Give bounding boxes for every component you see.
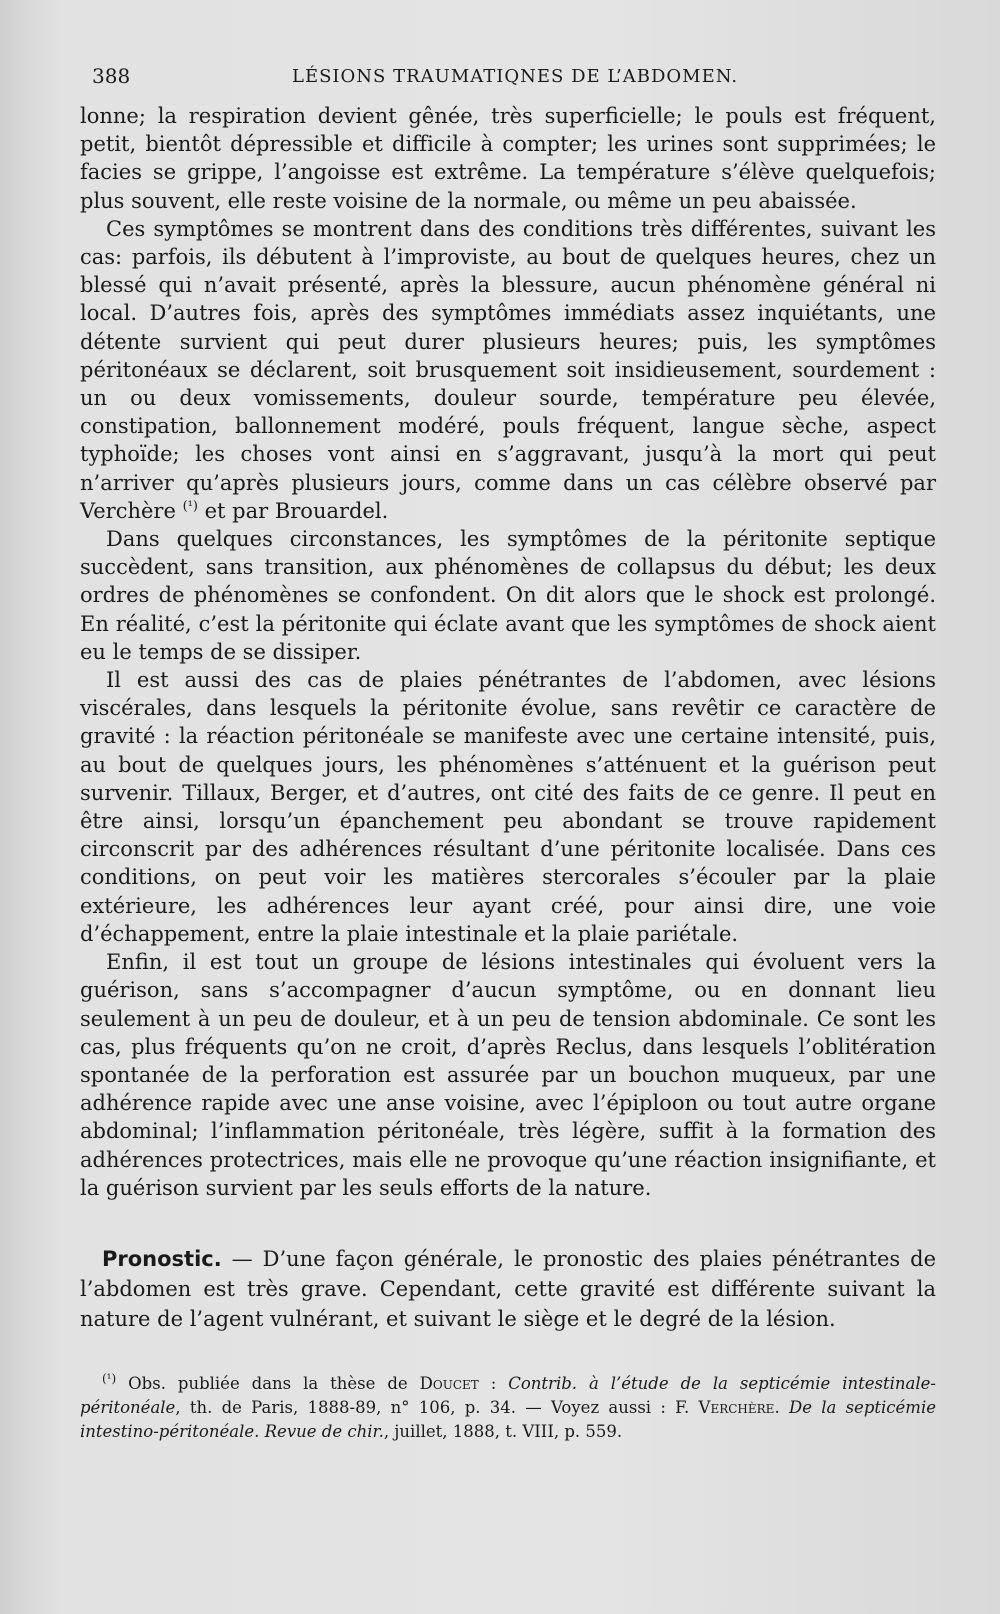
section-heading: Pronostic. (102, 1247, 222, 1271)
footnote-title: Contrib. à l’étude de la septicémie intestinale-péritonéale (80, 1374, 936, 1417)
paragraph-2-tail: et par Brouardel. (197, 498, 389, 523)
page-number: 388 (92, 64, 131, 88)
footnote-text: Obs. publiée dans la thèse de (116, 1374, 420, 1393)
footnote-mark: (¹) (102, 1371, 117, 1386)
page-header (92, 64, 948, 94)
pronostic-section (80, 1244, 936, 1334)
footnote-text: , juillet, 1888, t. VIII, p. 559. (383, 1422, 623, 1441)
paragraph-5: Enfin, il est tout un groupe de lésions intestinales qui évoluent vers la guérison, sans s’accompagner d’aucun symptôme, ou en donnant lieu seulement à un peu de douleur, et à un peu de tension abdominale. Ce sont les cas, plus fréquents qu’on ne croit, d’après Reclus, dans lesquels l’oblitération spontanée de la perforation est assurée par un bouchon muqueux, par une adhérence rapide avec une anse voisine, avec l’épiploon ou tout autre organe abdominal; l’inflammation péritonéale, très légère, suffit à la formation des adhérences protectrices, mais elle ne provoque qu’une réaction insignifiante, et la guérison survient par les seuls efforts de la nature. (80, 950, 936, 1200)
paragraph-2-text: Ces symptômes se montrent dans des conditions très différentes, suivant les cas: parfois, ils débutent à l’improviste, au bout de quelques heures, chez un blessé qui n’avait présenté, après la blessure, aucun phénomène général ni local. D’autres fois, après des symptômes immédiats assez inquiétants, une détente survient qui peut durer plusieurs heures; puis, les symptômes péritonéaux se déclarent, soit brusquement soit insidieusement, sourdement : un ou deux vomissements, douleur sourde, température peu élevée, constipation, ballonnement modéré, pouls fréquent, langue sèche, aspect typhoïde; les choses vont ainsi en s’aggravant, jusqu’à la mort qui peut n’arriver qu’après plusieurs jours, comme dans un cas célèbre observé par Verchère (80, 216, 936, 523)
footnote-author: Verchère (698, 1398, 775, 1417)
paragraph-4: Il est aussi des cas de plaies pénétrantes de l’abdomen, avec lésions viscérales, dans lesquels la péritonite évolue, sans revêtir ce caractère de gravité : la réaction péritonéale se manifeste avec une certaine intensité, puis, au bout de quelques jours, les phénomènes s’atténuent et la guérison peut survenir. Tillaux, Berger, et d’autres, ont cité des faits de ce genre. Il peut en être ainsi, lorsqu’un épanchement peu abondant se trouve rapidement circonscrit par des adhérences résultant d’une péritonite localisée. Dans ces conditions, on peut voir les matières stercorales s’écouler par la plaie extérieure, les adhérences leur ayant créé, pour ainsi dire, une voie d’échappement, entre la plaie intestinale et la plaie pariétale. (80, 668, 936, 946)
footnote-author: Doucet (419, 1374, 479, 1393)
footnote-text: : (478, 1374, 509, 1393)
paragraph-3: Dans quelques circonstances, les symptômes de la péritonite septique succèdent, sans transition, aux phénomènes de collapsus du début; les deux ordres de phénomènes se confondent. On dit alors que le shock est prolongé. En réalité, c’est la péritonite qui éclate avant que les symptômes de shock aient eu le temps de se dissiper. (80, 527, 936, 664)
running-head: LÉSIONS TRAUMATIQNES DE L’ABDOMEN. (292, 66, 739, 87)
footnote-title: De la septicémie intestino-péritonéale. Revue de chir. (80, 1398, 936, 1441)
footnote-reference[interactable]: (¹) (182, 498, 198, 514)
paragraph-2 (80, 215, 936, 525)
body-text (80, 102, 936, 1202)
section-text: — D’une façon générale, le pronostic des plaies pénétrantes de l’abdomen est très grave. Cependant, cette gravité est différente suivant la nature de l’agent vulnérant, et suivant le siège et le degré de la lésion. (80, 1247, 936, 1331)
paragraph-1: lonne; la respiration devient gênée, très superficielle; le pouls est fréquent, petit, bientôt dépressible et difficile à compter; les urines sont supprimées; le facies se grippe, l’angoisse est extrême. La température s’élève quelquefois; plus souvent, elle reste voisine de la normale, ou même un peu abaissée. (80, 104, 936, 213)
footnote-text: , th. de Paris, 1888-89, n° 106, p. 34. — Voyez aussi : F. (175, 1398, 699, 1417)
footnote (80, 1372, 936, 1444)
footnote-text: . (774, 1398, 789, 1417)
